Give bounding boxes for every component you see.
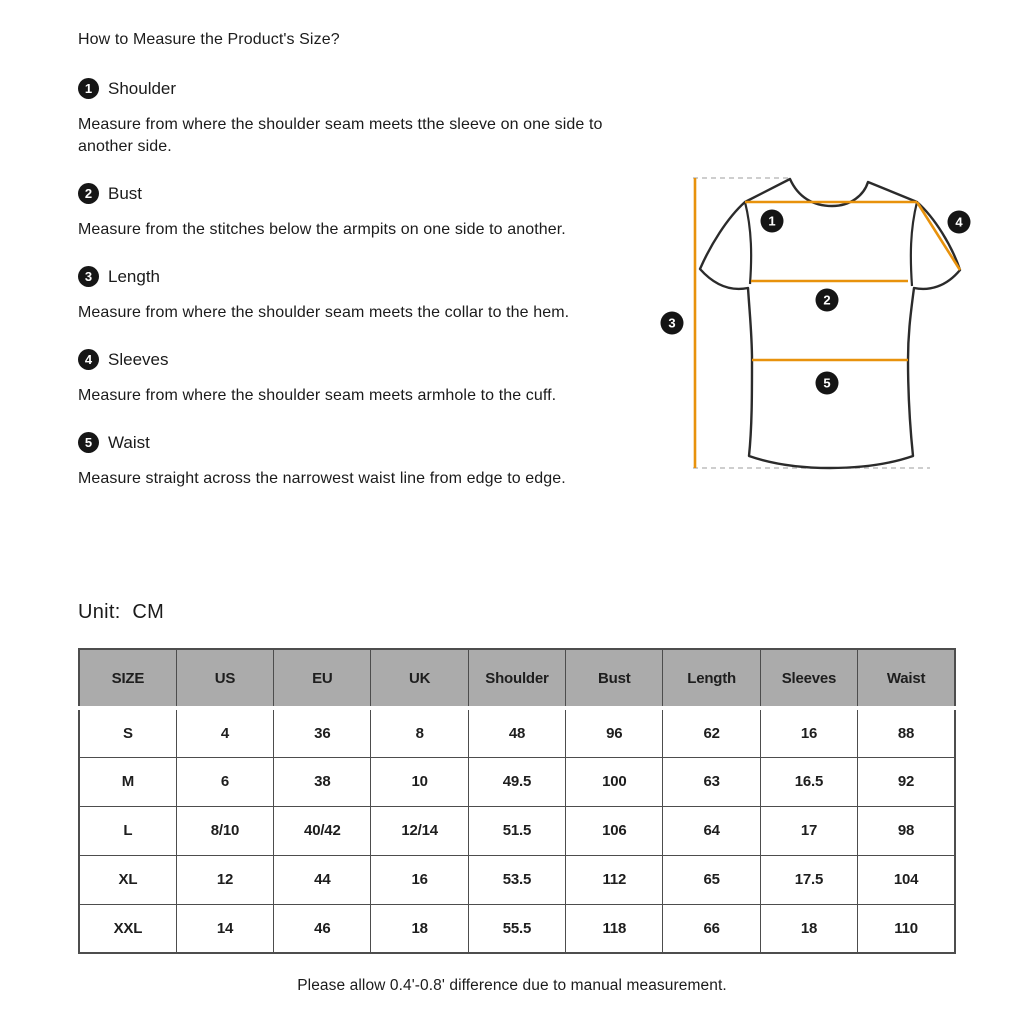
value-cell: 96 — [566, 708, 663, 757]
section-label: Length — [108, 266, 160, 286]
value-cell: 62 — [663, 708, 760, 757]
table-row — [79, 904, 955, 953]
column-header: SIZE — [79, 649, 176, 708]
value-cell: 88 — [858, 708, 955, 757]
value-cell: 17.5 — [760, 855, 857, 904]
measure-instructions — [78, 31, 606, 515]
section-heading — [78, 183, 606, 204]
tshirt-diagram-svg — [640, 150, 1024, 500]
diagram-badge-shoulder — [761, 210, 784, 233]
badge-2-label: 2 — [823, 292, 831, 308]
value-cell: 16 — [371, 855, 468, 904]
section-description: Measure straight across the narrowest waist line from edge to edge. — [78, 470, 566, 487]
value-cell: 49.5 — [468, 757, 565, 806]
table-row — [79, 855, 955, 904]
table-row — [79, 757, 955, 806]
value-cell: 106 — [566, 806, 663, 855]
column-header: US — [176, 649, 273, 708]
measure-section — [78, 183, 606, 241]
value-cell: 18 — [371, 904, 468, 953]
value-cell: 64 — [663, 806, 760, 855]
value-cell: 14 — [176, 904, 273, 953]
number-badge-icon: 4 — [78, 349, 99, 370]
size-cell: S — [79, 708, 176, 757]
value-cell: 48 — [468, 708, 565, 757]
value-cell: 36 — [274, 708, 371, 757]
badge-4-label: 4 — [955, 214, 963, 230]
unit-label: Unit: CM — [78, 601, 165, 623]
measure-section — [78, 266, 606, 324]
section-heading — [78, 78, 606, 99]
section-label: Shoulder — [108, 78, 177, 98]
value-cell: 44 — [274, 855, 371, 904]
value-cell: 100 — [566, 757, 663, 806]
measurement-disclaimer: Please allow 0.4'-0.8' difference due to manual measurement. — [297, 977, 727, 994]
value-cell: 53.5 — [468, 855, 565, 904]
value-cell: 4 — [176, 708, 273, 757]
value-cell: 10 — [371, 757, 468, 806]
diagram-badge-length — [661, 312, 684, 335]
page-title: How to Measure the Product's Size? — [78, 31, 340, 48]
measure-section — [78, 349, 606, 407]
badge-5-label: 5 — [823, 375, 831, 391]
diagram-badge-sleeves — [948, 211, 971, 234]
value-cell: 98 — [858, 806, 955, 855]
value-cell: 38 — [274, 757, 371, 806]
number-badge-icon: 2 — [78, 183, 99, 204]
section-label: Waist — [108, 432, 150, 452]
section-description: Measure from where the shoulder seam meets the collar to the hem. — [78, 304, 570, 321]
number-badge-icon: 3 — [78, 266, 99, 287]
value-cell: 63 — [663, 757, 760, 806]
size-chart-table — [78, 648, 956, 954]
column-header: Sleeves — [760, 649, 857, 708]
size-table-body — [79, 708, 955, 953]
value-cell: 65 — [663, 855, 760, 904]
value-cell: 112 — [566, 855, 663, 904]
section-description: Measure from the stitches below the armpits on one side to another. — [78, 221, 566, 238]
value-cell: 104 — [858, 855, 955, 904]
column-header: EU — [274, 649, 371, 708]
section-description: Measure from where the shoulder seam meets tthe sleeve on one side to another side. — [78, 116, 603, 155]
section-description: Measure from where the shoulder seam meets armhole to the cuff. — [78, 387, 557, 404]
value-cell: 66 — [663, 904, 760, 953]
value-cell: 110 — [858, 904, 955, 953]
column-header: Waist — [858, 649, 955, 708]
value-cell: 92 — [858, 757, 955, 806]
column-header: Bust — [566, 649, 663, 708]
value-cell: 118 — [566, 904, 663, 953]
value-cell: 8/10 — [176, 806, 273, 855]
value-cell: 17 — [760, 806, 857, 855]
value-cell: 12 — [176, 855, 273, 904]
column-header: Length — [663, 649, 760, 708]
value-cell: 51.5 — [468, 806, 565, 855]
value-cell: 16 — [760, 708, 857, 757]
measure-section — [78, 78, 606, 158]
section-heading — [78, 266, 606, 287]
sections-list — [78, 78, 606, 490]
table-row — [79, 708, 955, 757]
tshirt-measurement-diagram — [640, 150, 1024, 500]
value-cell: 16.5 — [760, 757, 857, 806]
diagram-badge-waist — [816, 372, 839, 395]
value-cell: 18 — [760, 904, 857, 953]
number-badge-icon: 5 — [78, 432, 99, 453]
measure-section — [78, 432, 606, 490]
size-cell: XL — [79, 855, 176, 904]
value-cell: 8 — [371, 708, 468, 757]
size-table-header — [79, 649, 955, 708]
diagram-badge-bust — [816, 289, 839, 312]
value-cell: 46 — [274, 904, 371, 953]
badge-1-label: 1 — [768, 213, 776, 229]
section-heading — [78, 432, 606, 453]
value-cell: 6 — [176, 757, 273, 806]
section-label: Sleeves — [108, 349, 169, 369]
value-cell: 40/42 — [274, 806, 371, 855]
column-header: UK — [371, 649, 468, 708]
size-cell: XXL — [79, 904, 176, 953]
number-badge-icon: 1 — [78, 78, 99, 99]
section-heading — [78, 349, 606, 370]
section-label: Bust — [108, 183, 143, 203]
table-header-row — [79, 649, 955, 708]
badge-3-label: 3 — [668, 315, 676, 331]
size-cell: L — [79, 806, 176, 855]
value-cell: 55.5 — [468, 904, 565, 953]
table-row — [79, 806, 955, 855]
size-cell: M — [79, 757, 176, 806]
column-header: Shoulder — [468, 649, 565, 708]
tshirt-outline — [700, 179, 960, 468]
value-cell: 12/14 — [371, 806, 468, 855]
